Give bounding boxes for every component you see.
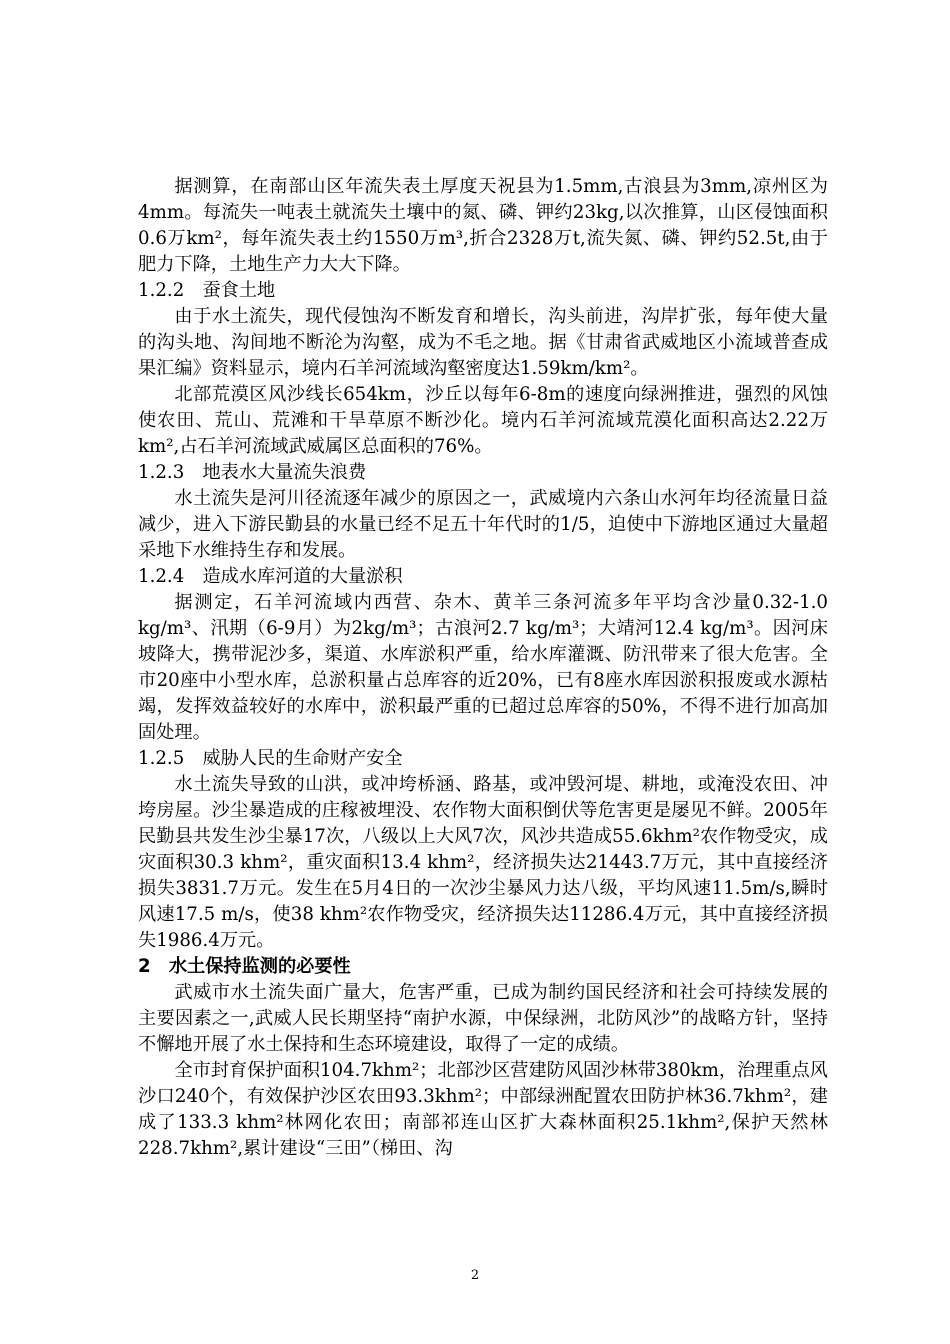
section-heading-1-2-2: 1.2.2 蚕食土地 (138, 280, 276, 301)
section-heading-1-2-5: 1.2.5 威胁人民的生命财产安全 (138, 748, 403, 769)
paragraph-disaster-losses: 水土流失导致的山洪，或冲垮桥涵、路基，或冲毁河堤、耕地，或淹没农田、冲垮房屋。沙尘暴造成的庄稼被埋没、农作物大面积倒伏等危害更是屡见不鲜。2005年民勤县共发生沙尘暴17次，八级以上大风7次，风沙共造成55.6khm²农作物受灾，成灾面积30.3 khm²，重灾面积13.4 khm²，经济损失达21443.7万元，其中直接经济损失3831.7万元。发生在5月4日的一次沙尘暴风力达八级，平均风速11.5m/s,瞬时风速17.5 m/s，使38 khm²农作物受灾，经济损失达11286.4万元，其中直接经济损失1986.4万元。 (138, 774, 828, 951)
paragraph-soil-loss-estimate: 据测算，在南部山区年流失表土厚度天祝县为1.5mm,古浪县为3mm,凉州区为4mm。每流失一吨表土就流失土壤中的氮、磷、钾约23kg,以次推算，山区侵蚀面积0.6万km²，每年流失表土约1550万m³,折合2328万t,流失氮、磷、钾约52.5t,由于肥力下降，土地生产力大大下降。 (138, 176, 828, 275)
section-heading-1-2-3: 1.2.3 地表水大量流失浪费 (138, 462, 367, 483)
paragraph-reservoir-silting: 据测定，石羊河流域内西营、杂木、黄羊三条河流多年平均含沙量0.32-1.0 kg/m³、汛期（6-9月）为2kg/m³；古浪河2.7 kg/m³；大靖河12.4 kg/m³。因河床坡降大，携带泥沙多，渠道、水库淤积严重，给水库灌溉、防汛带来了很大危害。全市20座中小型水库，总淤积量占总库容的近20%，已有8座水库因淤积报废或水源枯竭，发挥效益较好的水库中，淤积最严重的已超过总库容的50%，不得不进行加高加固处理。 (138, 592, 828, 743)
paragraph-achievements: 全市封育保护面积104.7khm²；北部沙区营建防风固沙林带380km，治理重点风沙口240个，有效保护沙区农田93.3khm²；中部绿洲配置农田防护林36.7khm²，建成了133.3 khm²林网化农田；南部祁连山区扩大森林面积25.1khm²,保护天然林228.7khm²,累计建设“三田”（梯田、沟 (138, 1060, 828, 1159)
paragraph-gully-erosion: 由于水土流失，现代侵蚀沟不断发育和增长，沟头前进，沟岸扩张，每年使大量的沟头地、沟间地不断沦为沟壑，成为不毛之地。据《甘肃省武威地区小流域普查成果汇编》资料显示，境内石羊河流域沟壑密度达1.59km/km²。 (138, 306, 828, 379)
paragraph-runoff-decrease: 水土流失是河川径流逐年减少的原因之一，武威境内六条山水河年均径流量日益减少，进入下游民勤县的水量已经不足五十年代时的1/5，迫使中下游地区通过大量超采地下水维持生存和发展。 (138, 488, 828, 561)
page-number: 2 (470, 1268, 480, 1283)
paragraph-strategy: 武威市水土流失面广量大，危害严重，已成为制约国民经济和社会可持续发展的主要因素之一,武威人民长期坚持“南护水源，中保绿洲，北防风沙”的战略方针，坚持不懈地开展了水土保持和生态环境建设，取得了一定的成绩。 (138, 982, 828, 1055)
section-heading-1-2-4: 1.2.4 造成水库河道的大量淤积 (138, 566, 403, 587)
document-body (138, 174, 828, 1162)
section-heading-2: 2 水土保持监测的必要性 (138, 956, 351, 977)
paragraph-desertification: 北部荒漠区风沙线长654km，沙丘以每年6-8m的速度向绿洲推进，强烈的风蚀使农田、荒山、荒滩和干旱草原不断沙化。境内石羊河流域荒漠化面积高达2.22万km²,占石羊河流域武威属区总面积的76%。 (138, 384, 828, 457)
